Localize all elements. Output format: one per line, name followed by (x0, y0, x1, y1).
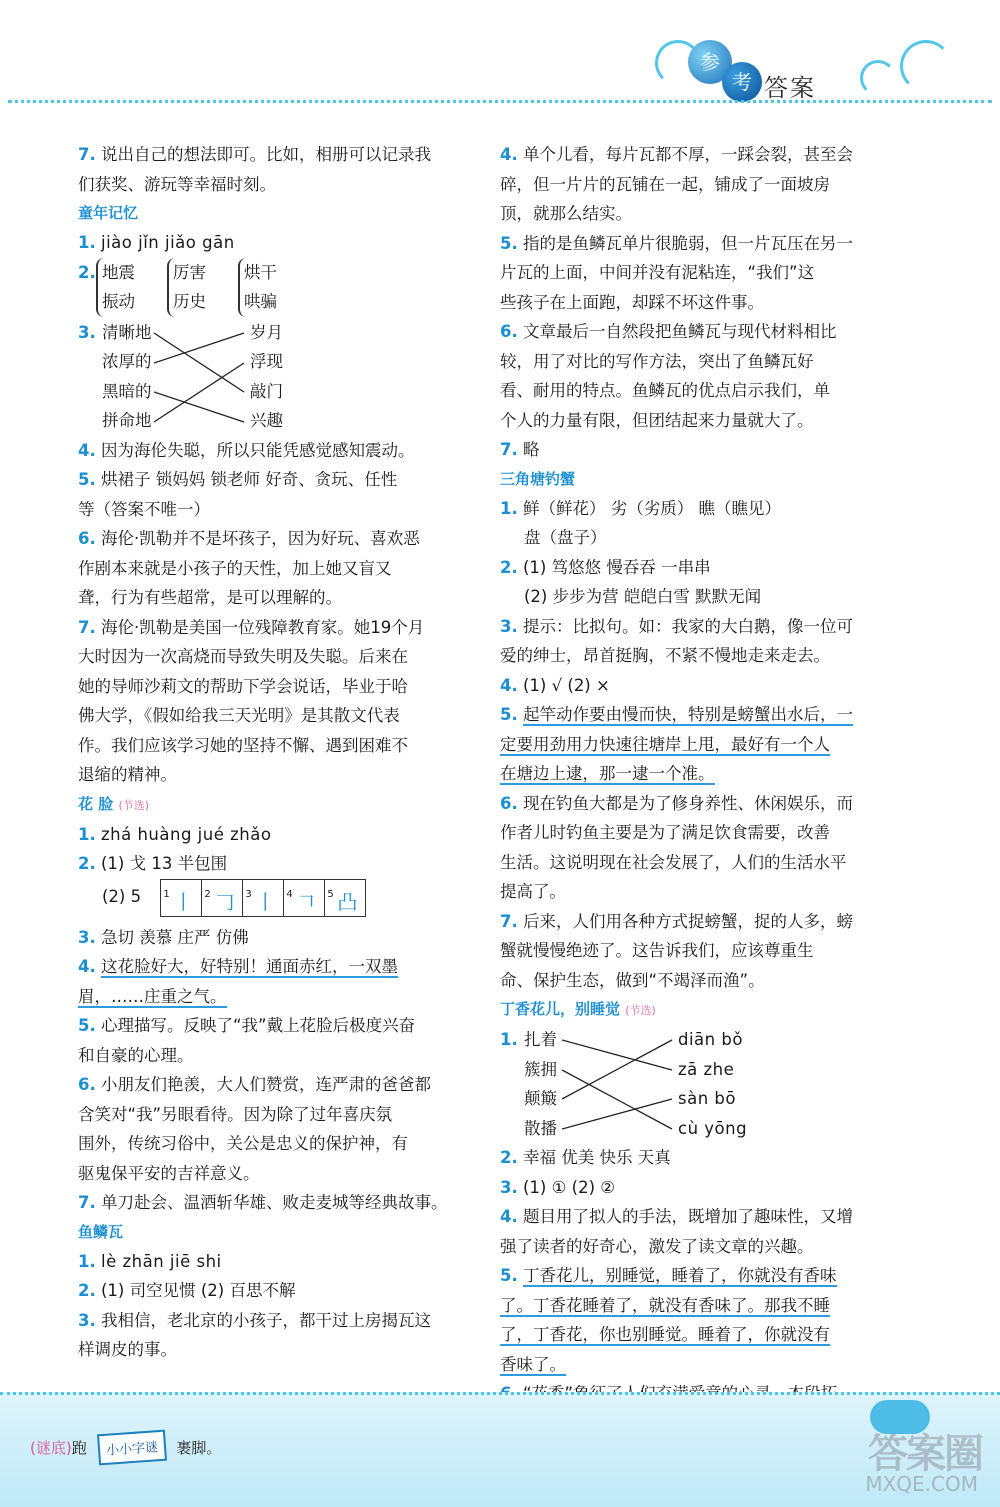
match-right-word: 兴趣 (250, 411, 283, 430)
pinyin-answer: jiào jǐn jiǎo gān (101, 233, 235, 252)
answer-item (500, 700, 900, 789)
item-number: 2. (500, 557, 518, 577)
answer-line: 烘裙子 锁妈妈 锁老师 好奇、贪玩、任性 (101, 470, 398, 489)
answer-item (500, 229, 900, 318)
answer-line: (1) 笃悠悠 慢吞吞 一串串 (523, 557, 711, 577)
item-number: 1. (78, 824, 96, 844)
stroke-cell: 4 𠃍 (284, 880, 325, 916)
match-left-word: 散播 (524, 1118, 557, 1138)
match-left-word: 浓厚的 (102, 352, 152, 371)
underlined-answer: 这花脸好大，好特别！通面赤红，一双墨 (101, 957, 398, 976)
answer-line: 个人的力量有限，但团结起来力量就大了。 (500, 410, 814, 430)
answer-line: 强了读者的好奇心，激发了读文章的兴趣。 (500, 1236, 814, 1256)
section-title: 鱼鳞瓦 (78, 1222, 124, 1241)
answer-item (78, 1070, 470, 1188)
underlined-answer: 丁香花儿，别睡觉，睡着了，你就没有香味 (523, 1266, 837, 1285)
underlined-answer: 眉，……庄重之气。 (78, 986, 227, 1006)
item-number: 6. (500, 322, 518, 341)
item-number: 6. (500, 793, 518, 813)
answer-item (500, 1202, 900, 1261)
answer-line: 后来，人们用各种方式捉螃蟹，捉的人多，螃 (523, 911, 853, 931)
item-number: 6. (78, 529, 96, 548)
section-title: 三角塘钓蟹 (500, 469, 576, 488)
answer-line: 含笑对“我”另眼看待。因为除了过年喜庆氛 (78, 1104, 393, 1124)
stroke-cell: 3 丨 (243, 880, 284, 916)
answer-line: 退缩的精神。 (78, 765, 177, 784)
match-lines (154, 318, 334, 436)
answer-line: 顶，就那么结实。 (500, 204, 632, 223)
answer-line: 作。我们应该学习她的坚持不懈、遇到困难不 (78, 735, 408, 755)
match-right-column (250, 318, 283, 436)
answer-item (500, 789, 900, 907)
answer-logo (640, 22, 980, 102)
stroke-glyph: 凸 (337, 889, 358, 914)
section-title (500, 995, 900, 1025)
answer-item (78, 952, 470, 1011)
answer-line: 片瓦的上面，中间并没有泥粘连，“我们”这 (500, 263, 815, 282)
answer-line: (2) 步步为营 皑皑白雪 默默无闻 (524, 587, 762, 606)
item-number: 7. (78, 145, 96, 164)
watermark-logo: 答案圈 (868, 1431, 982, 1477)
answer-item (78, 228, 470, 258)
item-number: 5. (500, 233, 518, 253)
underlined-answer: 定要用劲用力快速往塘岸上甩，最好有一个人 (500, 734, 830, 754)
match-left-word: 黑暗的 (102, 381, 152, 401)
item-number: 5. (78, 1016, 96, 1035)
match-right-word: 岁月 (250, 322, 283, 342)
answer-item (500, 1173, 900, 1203)
underlined-answer: 起竿动作要由慢而快，特别是螃蟹出水后，一 (523, 705, 853, 724)
answer-line: 蟹就慢慢绝迹了。这告诉我们，应该尊重生 (500, 941, 814, 960)
word-pair (238, 258, 277, 317)
answer-line: 她的导师沙莉文的帮助下学会说话，毕业于哈 (78, 676, 408, 696)
word-pair (167, 258, 206, 317)
answer-line: 我相信，老北京的小孩子，都干过上房揭瓦这 (101, 1310, 431, 1330)
item-number: 4. (78, 440, 96, 460)
section-note: (节选) (118, 798, 150, 812)
riddle-text: 裹脚。 (176, 1439, 222, 1457)
answer-line: 幸福 优美 快乐 天真 (523, 1148, 671, 1167)
logo-title: 答案 (764, 74, 816, 102)
word: 厉害 (173, 262, 206, 282)
answer-line: (1) ① (2) ② (523, 1177, 616, 1197)
item-number: 4. (78, 957, 96, 976)
answer-item (500, 494, 900, 553)
answer-line: 们获奖、游玩等幸福时刻。 (78, 174, 276, 194)
page-header (0, 0, 1000, 110)
word: 哄骗 (244, 292, 277, 311)
answer-item (500, 317, 900, 435)
item-number: 4. (500, 145, 518, 164)
word: 烘干 (244, 262, 277, 282)
answer-item (78, 1306, 470, 1365)
item-number: 5. (500, 705, 518, 724)
match-right-pinyin: zā zhe (678, 1059, 735, 1079)
section-title-text: 花 脸 (78, 794, 114, 813)
answer-line: (1) 司空见惯 (2) 百思不解 (101, 1281, 296, 1300)
answer-item (78, 820, 470, 850)
answer-item (78, 524, 470, 613)
answer-item (500, 1261, 900, 1379)
answer-line: 作剧本来就是小孩子的天性，加上她又盲又 (78, 558, 392, 578)
answer-line: 盘（盘子） (524, 528, 607, 547)
underlined-answer: 了，丁香花，你也别睡觉。睡着了，你就没有 (500, 1325, 830, 1344)
stroke-glyph: 𠃍 (296, 889, 317, 914)
match-right-pinyin: sàn bō (678, 1089, 736, 1108)
answer-line: 围外，传统习俗中，关公是忠义的保护神，有 (78, 1134, 408, 1153)
footer-riddle (30, 1432, 221, 1463)
item-number: 3. (500, 616, 518, 636)
matching-exercise (78, 318, 470, 436)
item-number: 2. (78, 262, 96, 282)
match-left-word: 清晰地 (102, 322, 152, 342)
riddle-answer-tag: (谜底) (30, 1439, 72, 1457)
answer-item (78, 1247, 470, 1277)
word: 历史 (173, 292, 206, 311)
answer-item (500, 612, 900, 671)
item-number: 1. (500, 498, 518, 518)
answer-line: 海伦·凯勒并不是坏孩子，因为好玩、喜欢恶 (101, 529, 420, 548)
answer-line: 小朋友们艳羡，大人们赞赏，连严肃的爸爸都 (101, 1075, 431, 1094)
section-note: (节选) (625, 1004, 656, 1017)
match-left-word: 扎着 (524, 1030, 557, 1049)
item-number: 1. (78, 233, 96, 252)
answer-line: 作者儿时钓鱼主要是为了满足饮食需要，改善 (500, 823, 830, 842)
answer-line: 爱的绅士，昂首挺胸，不紧不慢地走来走去。 (500, 646, 830, 665)
match-right-pinyin: diān bǒ (678, 1030, 743, 1049)
answer-item (500, 1143, 900, 1173)
answer-line: 些孩子在上面跑，却踩不坏这件事。 (500, 292, 764, 312)
riddle-box: 小小字谜 (97, 1430, 167, 1466)
answer-line: 单个儿看，每片瓦都不厚，一踩会裂，甚至会 (523, 145, 853, 164)
item-number: 7. (78, 617, 96, 637)
answer-line: 驱鬼保平安的吉祥意义。 (78, 1163, 260, 1183)
answer-line: 命、保护生态，做到“不竭泽而渔”。 (500, 970, 765, 990)
footer-divider (0, 1392, 1000, 1395)
answer-line: (1) 戈 13 半包围 (101, 854, 228, 873)
item-number: 1. (500, 1030, 518, 1049)
answer-line: 指的是鱼鳞瓦单片很脆弱，但一片瓦压在另一 (523, 233, 853, 253)
stroke-cell: 5 凸 (325, 880, 365, 916)
item-number: 3. (500, 1177, 518, 1197)
pinyin-answer: zhá huàng jué zhǎo (101, 824, 272, 844)
match-right-word: 浮现 (250, 352, 283, 371)
answer-line: 佛大学，《假如给我三天光明》是其散文代表 (78, 706, 400, 725)
item-number: 2. (78, 1281, 96, 1300)
item-number: 4. (500, 1207, 518, 1226)
answer-line: 现在钓鱼大都是为了修身养性、休闲娱乐，而 (523, 793, 853, 813)
match-left-word: 簇拥 (524, 1059, 557, 1079)
logo-bubble-1: 参 (688, 40, 732, 84)
answer-line: 大时因为一次高烧而导致失明及失聪。后来在 (78, 647, 408, 666)
word: 振动 (102, 292, 135, 311)
answer-line: 生活。这说明现在社会发展了，人们的生活水平 (500, 852, 847, 872)
logo-bubble-2: 考 (722, 62, 762, 102)
answer-line: 碎，但一片片的瓦铺在一起，铺成了一面坡房 (500, 174, 830, 194)
stroke-cell: 1 丨 (161, 880, 202, 916)
match-left-column (524, 1025, 557, 1143)
answer-item (78, 1276, 470, 1306)
answer-item (500, 553, 900, 612)
answer-line: 聋，行为有些超常，是可以理解的。 (78, 588, 342, 607)
answer-item (500, 435, 900, 465)
pinyin-answer: lè zhān jiē shi (101, 1251, 222, 1271)
answer-line: 题目用了拟人的手法，既增加了趣味性，又增 (523, 1207, 853, 1226)
answer-line: 和自豪的心理。 (78, 1045, 194, 1065)
answer-line: 看、耐用的特点。鱼鳞瓦的优点启示我们，单 (500, 381, 830, 400)
answer-line: 急切 羡慕 庄严 仿佛 (101, 927, 249, 947)
word: 地震 (102, 262, 135, 282)
item-number: 7. (500, 440, 518, 459)
watermark-url: MXQE.COM (865, 1472, 978, 1496)
word-pair (96, 258, 135, 317)
answer-line: 略 (523, 440, 540, 459)
answer-item (78, 613, 470, 790)
header-divider (8, 100, 992, 103)
item-number: 6. (78, 1075, 96, 1094)
answer-item (78, 1188, 470, 1218)
answer-item (500, 671, 900, 701)
match-right-column (678, 1025, 747, 1143)
matching-exercise (500, 1025, 900, 1143)
item-number: 1. (78, 1251, 96, 1271)
item-number: 3. (78, 1310, 96, 1330)
answer-item (78, 465, 470, 524)
answer-line: 等（答案不唯一） (78, 499, 210, 519)
answer-line: 说出自己的想法即可。比如，相册可以记录我 (101, 145, 431, 164)
answer-item (500, 140, 900, 229)
answer-item (78, 923, 470, 953)
left-column (78, 140, 470, 1365)
item-number: 7. (78, 1193, 96, 1212)
stroke-order-grid (160, 879, 366, 917)
match-right-word: 敲门 (250, 381, 283, 401)
match-left-word: 拼命地 (102, 411, 152, 430)
right-column (500, 140, 900, 1438)
underlined-answer: 了。丁香花睡着了，就没有香味了。那我不睡 (500, 1295, 830, 1315)
answer-line: 提高了。 (500, 882, 566, 901)
answer-item (78, 849, 470, 917)
answer-line: 海伦·凯勒是美国一位残障教育家。她19个月 (101, 617, 425, 637)
answer-line: 较，用了对比的写作方法，突出了鱼鳞瓦好 (500, 351, 814, 371)
stroke-glyph: 𠃌 (214, 889, 235, 914)
answer-item (78, 140, 470, 199)
answer-line: 鲜（鲜花） 劣（劣质） 瞧（瞧见） (523, 498, 781, 518)
answer-line: 单刀赴会、温酒斩华雄、败走麦城等经典故事。 (101, 1193, 448, 1212)
answer-line: 文章最后一自然段把鱼鳞瓦与现代材料相比 (523, 322, 837, 341)
answer-item (500, 907, 900, 996)
section-title-text: 丁香花儿，别睡觉 (500, 1000, 621, 1018)
item-number: 7. (500, 911, 518, 931)
answer-line: 样调皮的事。 (78, 1340, 177, 1359)
match-left-column (102, 318, 152, 436)
section-title (78, 790, 470, 820)
answer-line: 心理描写。反映了“我”戴上花脸后极度兴奋 (101, 1016, 416, 1035)
answer-item (78, 1011, 470, 1070)
underlined-answer: 香味了。 (500, 1354, 566, 1374)
item-number: 4. (500, 675, 518, 695)
item-number: 5. (78, 470, 96, 489)
answer-line: (2) 5 (102, 887, 142, 906)
match-left-word: 颠簸 (524, 1089, 557, 1108)
stroke-glyph: 丨 (173, 889, 194, 914)
item-number: 2. (78, 854, 96, 873)
answer-item (78, 258, 470, 318)
riddle-text: 跑 (71, 1439, 87, 1457)
answer-line: 提示：比拟句。如：我家的大白鹅，像一位可 (523, 616, 853, 636)
stroke-glyph: 丨 (255, 889, 276, 914)
page-footer (0, 1392, 1000, 1507)
item-number: 2. (500, 1148, 518, 1167)
answer-line: 因为海伦失聪，所以只能凭感觉感知震动。 (101, 440, 415, 460)
item-number: 5. (500, 1266, 518, 1285)
match-right-pinyin: cù yōng (678, 1118, 748, 1138)
item-number: 3. (78, 322, 96, 342)
underlined-answer: 在塘边上逮，那一逮一个准。 (500, 764, 715, 783)
stroke-cell: 2 𠃌 (202, 880, 243, 916)
answer-item (78, 436, 470, 466)
item-number: 3. (78, 927, 96, 947)
section-title: 童年记忆 (78, 204, 139, 222)
answer-line: (1) √ (2) × (523, 675, 610, 695)
